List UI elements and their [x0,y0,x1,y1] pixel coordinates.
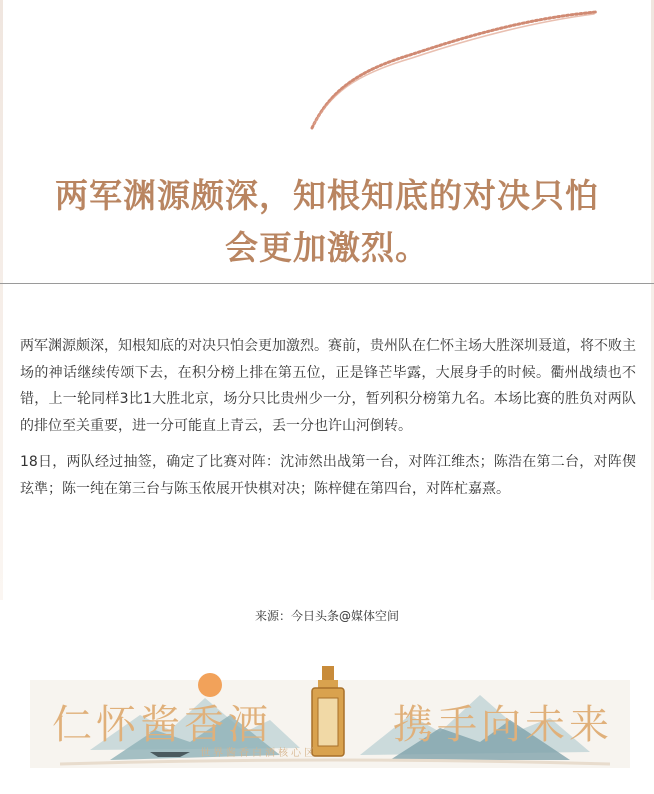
paragraph-2: 18日，两队经过抽签，确定了比赛对阵：沈沛然出战第一台，对阵江维杰；陈浩在第二台，对阵偰玹準；陈一纯在第三台与陈玉侬展开快棋对决；陈梓健在第四台，对阵杧嘉熹。 [20,454,636,497]
frame-left-edge [0,0,3,600]
headline-divider [0,283,654,284]
headline-line-1: 两军渊源颇深，知根知底的对决只怕 [55,176,599,215]
source-credit: 来源：今日头条@媒体空间 [254,609,399,623]
paragraph-1: 两军渊源颇深，知根知底的对决只怕会更加激烈。赛前，贵州队在仁怀主场大胜深圳聂道，将不败主场的神话继续传颂下去，在积分榜上排在第五位，正是锋芒毕露，大展身手的时候。衢州战绩也不错，上一轮同样3比1大胜北京，场分只比贵州少一分，暂列积分榜第九名。本场比赛的胜负对两队的排位至关重要，进一分可能直上青云，丢一分也许山河倒转。 [20,338,636,434]
brush-stroke-decoration [300,0,610,140]
banner-slogan-right: 携手向未来 [393,702,613,748]
article-headline [0,170,654,274]
headline-line-2: 会更加激烈。 [225,228,429,267]
banner-slogan-left: 仁怀酱香酒 [52,702,272,748]
article-body [20,333,636,512]
banner-subtitle: 世界酱香白酒核心区 [200,748,317,759]
